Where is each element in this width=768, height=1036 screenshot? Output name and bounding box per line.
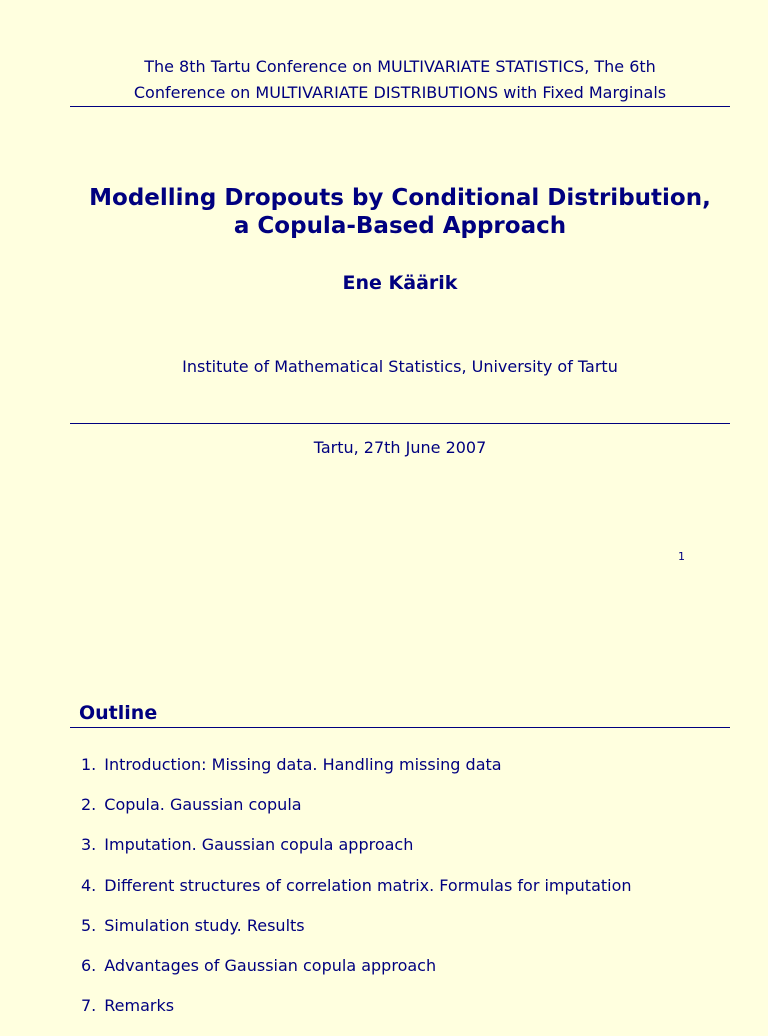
outline-item: [81, 795, 632, 835]
outline-item-text: Advantages of Gaussian copula approach: [104, 955, 437, 975]
outline-item-text: Remarks: [104, 996, 175, 1016]
page-number: 1: [678, 550, 685, 563]
outline-item: [81, 835, 632, 875]
outline-item: [81, 996, 632, 1036]
title-line-2: a Copula-Based Approach: [233, 213, 567, 239]
outline-item-text: Different structures of correlation matrix. Formulas for imputation: [104, 875, 632, 895]
outline-item-text: Introduction: Missing data. Handling missing data: [104, 755, 502, 774]
conference-line-1: The 8th Tartu Conference on MULTIVARIATE STATISTICS, The 6th: [144, 57, 656, 76]
outline-divider: [70, 727, 730, 728]
institute-affiliation: Institute of Mathematical Statistics, University of Tartu: [182, 357, 618, 376]
outline-item: [81, 956, 632, 996]
outline-list: [81, 755, 632, 1036]
outline-item-number: 5.: [81, 915, 97, 935]
outline-item: [81, 916, 632, 956]
outline-item-number: 7.: [81, 996, 97, 1016]
outline-item-text: Simulation study. Results: [104, 915, 305, 935]
outline-item-number: 3.: [81, 835, 97, 855]
date-location: Tartu, 27th June 2007: [313, 438, 487, 457]
slide-title: [60, 184, 740, 240]
outline-item-number: 6.: [81, 955, 97, 975]
outline-item-number: 1.: [81, 755, 97, 774]
outline-item-text: Imputation. Gaussian copula approach: [104, 835, 414, 855]
outline-item-number: 4.: [81, 875, 97, 895]
header-divider: [70, 106, 730, 107]
outline-item-number: 2.: [81, 795, 97, 815]
title-divider: [70, 423, 730, 424]
conference-header: [70, 54, 730, 106]
author-name: Ene Käärik: [342, 272, 458, 294]
outline-heading: Outline: [79, 702, 158, 724]
title-line-1: Modelling Dropouts by Conditional Distribution,: [89, 185, 711, 211]
outline-item: [81, 755, 632, 795]
outline-item: [81, 876, 632, 916]
conference-line-2: Conference on MULTIVARIATE DISTRIBUTIONS with Fixed Marginals: [133, 83, 667, 102]
outline-item-text: Copula. Gaussian copula: [104, 795, 302, 815]
